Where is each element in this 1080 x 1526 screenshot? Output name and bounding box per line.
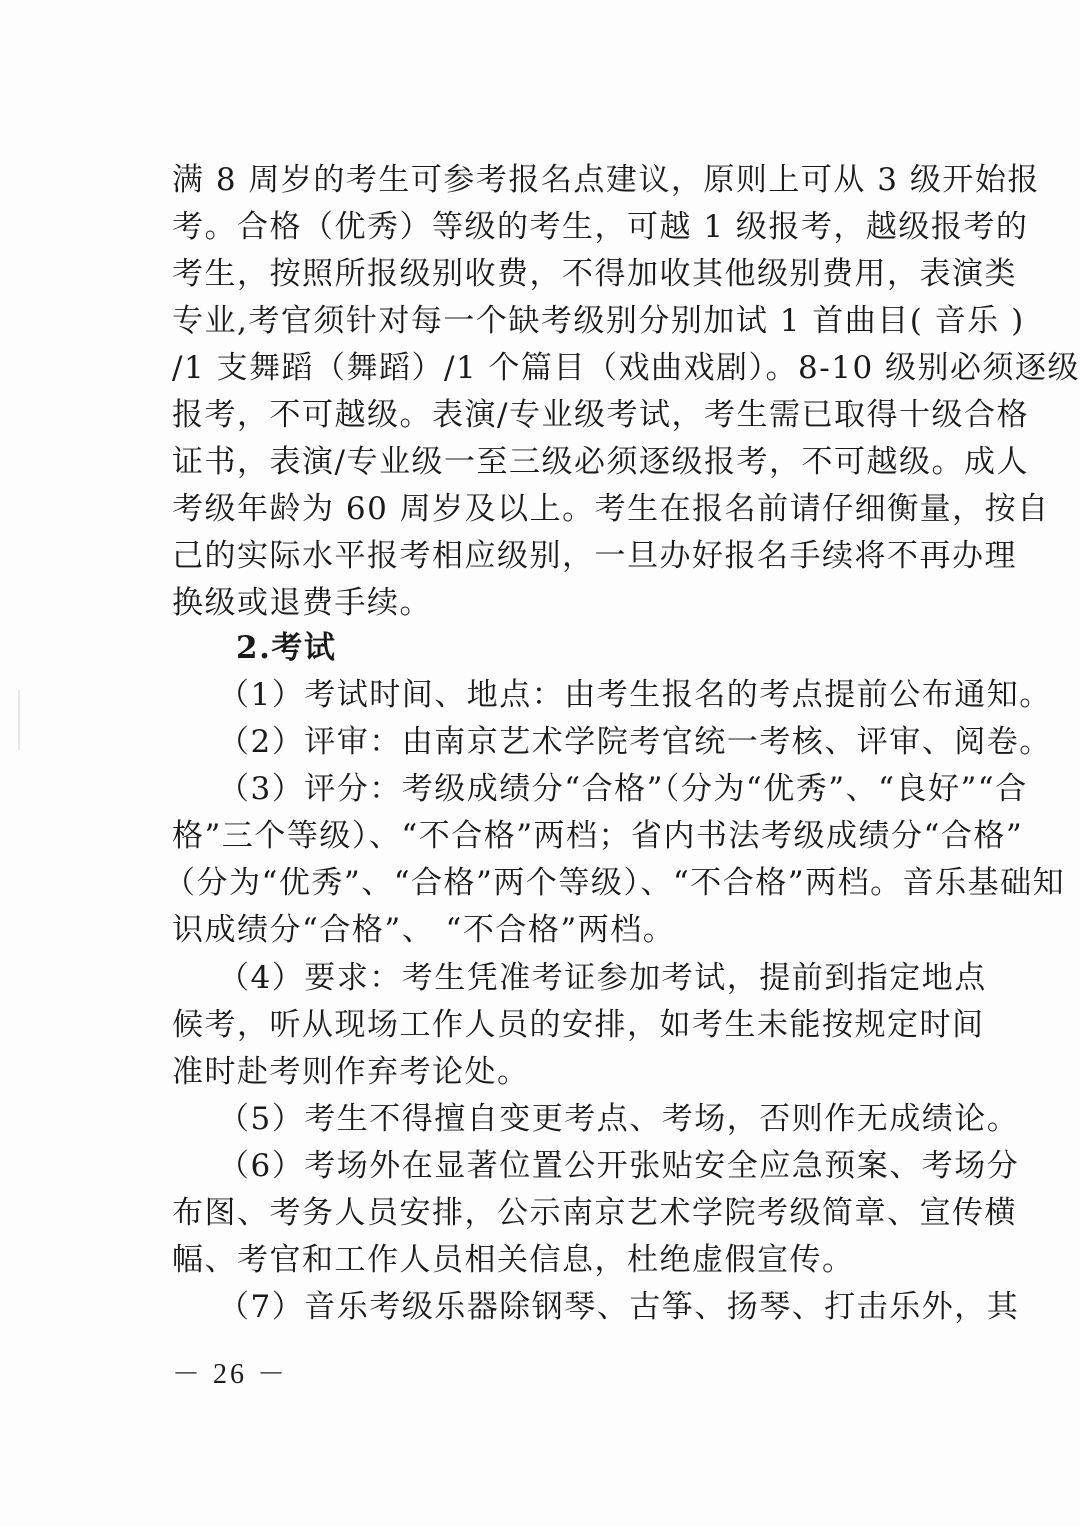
- list-item: （4）要求：考生凭准考证参加考试，提前到指定地点: [218, 960, 987, 996]
- body-line: 布图、考务人员安排，公示南京艺术学院考级简章、宣传横: [172, 1195, 1017, 1231]
- body-line: 考。合格（优秀）等级的考生，可越 1 级报考，越级报考的: [172, 209, 1029, 245]
- body-line: 识成绩分“合格”、 “不合格”两档。: [172, 912, 676, 948]
- body-line: 己的实际水平报考相应级别，一旦办好报名手续将不再办理: [172, 538, 1017, 574]
- section-heading: 2.考试: [236, 630, 337, 666]
- body-line: 候考，听从现场工作人员的安排，如考生未能按规定时间: [172, 1007, 985, 1043]
- body-line: /1 支舞蹈（舞蹈）/1 个篇目（戏曲戏剧）。8-10 级别必须逐级: [172, 350, 1080, 386]
- body-line: 准时赴考则作弃考论处。: [172, 1054, 530, 1090]
- body-line: 专业,考官须针对每一个缺考级别分别加试 1 首曲目( 音乐 ): [172, 303, 1025, 339]
- list-item: （5）考生不得擅自变更考点、考场，否则作无成绩论。: [218, 1101, 1020, 1137]
- body-line: 换级或退费手续。: [172, 585, 432, 621]
- page-number: － 26 －: [172, 1359, 289, 1390]
- body-line: 证书，表演/专业级一至三级必须逐级报考，不可越级。成人: [172, 444, 1029, 480]
- scan-artifact: [18, 690, 20, 750]
- list-item: （3）评分：考级成绩分“合格”（分为“优秀”、“良好”“合: [218, 771, 1028, 807]
- body-line: 报考，不可越级。表演/专业级考试，考生需已取得十级合格: [172, 397, 1029, 433]
- body-line: 考生，按照所报级别收费，不得加收其他级别费用，表演类: [172, 256, 1017, 292]
- list-item: （2）评审：由南京艺术学院考官统一考核、评审、阅卷。: [218, 724, 1052, 760]
- body-line: 格”三个等级）、“不合格”两档；省内书法考级成绩分“合格”: [172, 818, 1024, 854]
- list-item: （7）音乐考级乐器除钢琴、古筝、扬琴、打击乐外，其: [218, 1289, 1020, 1325]
- body-line: （分为“优秀”、“合格”两个等级）、“不合格”两档。音乐基础知: [164, 865, 1066, 901]
- body-line: 幅、考官和工作人员相关信息，杜绝虚假宣传。: [172, 1242, 855, 1278]
- list-item: （1）考试时间、地点：由考生报名的考点提前公布通知。: [218, 677, 1052, 713]
- body-line: 满 8 周岁的考生可参考报名点建议，原则上可从 3 级开始报: [172, 162, 1040, 198]
- body-line: 考级年龄为 60 周岁及以上。考生在报名前请仔细衡量，按自: [172, 491, 1050, 527]
- list-item: （6）考场外在显著位置公开张贴安全应急预案、考场分: [218, 1148, 1020, 1184]
